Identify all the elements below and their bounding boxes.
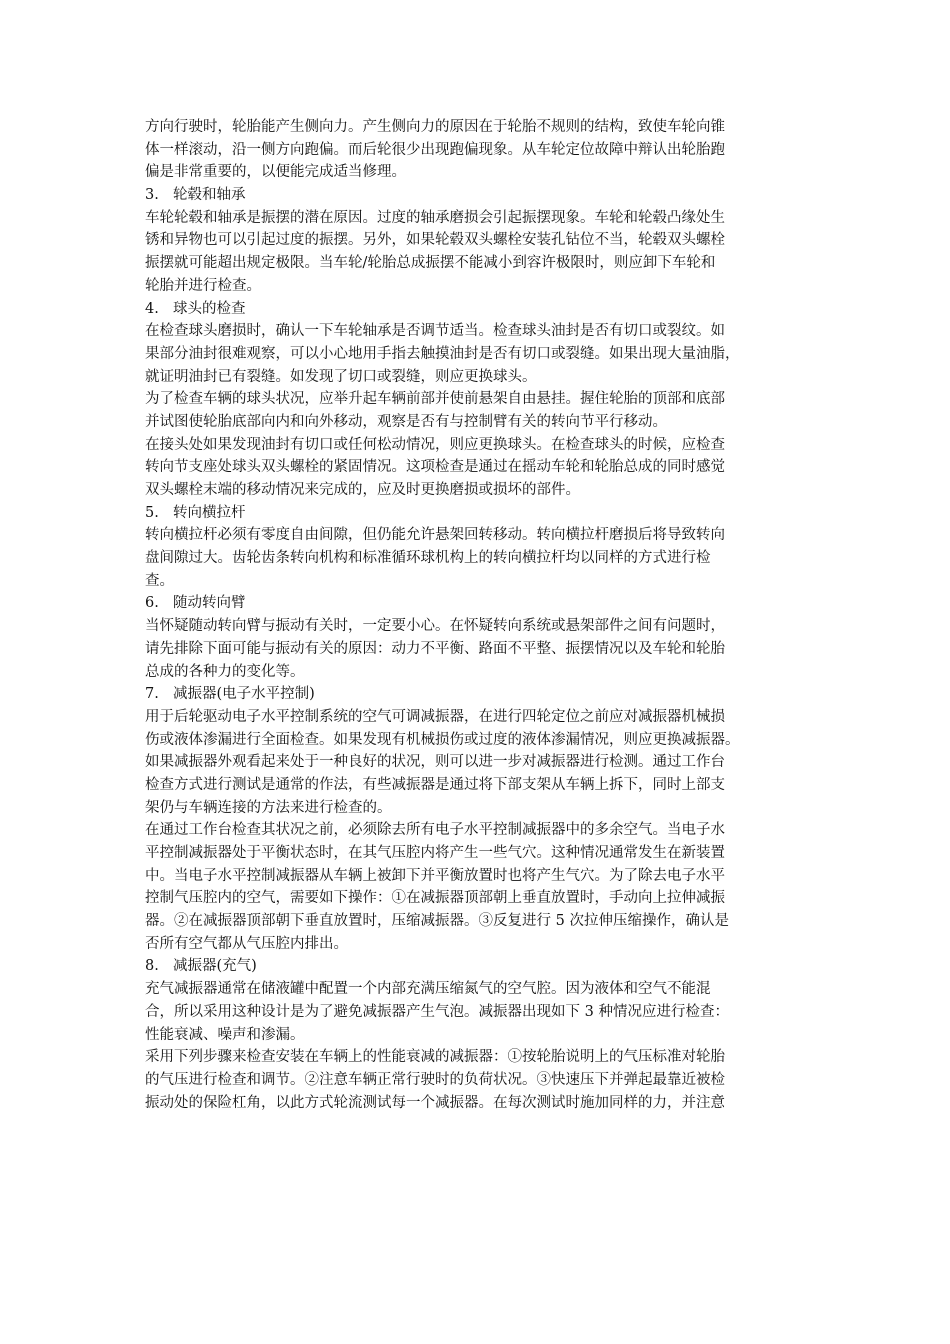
section-number: 8. xyxy=(145,958,159,975)
body-text-line: 器。②在减振器顶部朝下垂直放置时，压缩减振器。③反复进行 5 次拉伸压缩操作，确认是 xyxy=(145,913,729,930)
body-text-line: 方向行驶时，轮胎能产生侧向力。产生侧向力的原因在于轮胎不规则的结构，致使车轮向锥 xyxy=(145,119,725,135)
section-heading xyxy=(145,184,810,207)
section-title: 减振器(电子水平控制) xyxy=(173,686,315,703)
section-heading xyxy=(145,502,810,525)
section-number: 5. xyxy=(145,504,159,521)
body-text-line: 在检查球头磨损时，确认一下车轮轴承是否调节适当。检查球头油封是否有切口或裂纹。如 xyxy=(145,323,725,340)
body-text-line: 合，所以采用这种设计是为了避免减振器产生气泡。减振器出现如下 3 种情况应进行检查： xyxy=(145,1003,729,1020)
body-text-line: 架仍与车辆连接的方法来进行检查的。 xyxy=(145,799,392,816)
body-text-line: 检查方式进行测试是通常的作法，有些减振器是通过将下部支架从车辆上拆下，同时上部支 xyxy=(145,776,725,793)
section-number: 4. xyxy=(145,300,159,317)
section-title: 减振器(充气) xyxy=(173,958,257,975)
document-page xyxy=(145,116,810,1114)
body-text-line: 平控制减振器处于平衡状态时，在其气压腔内将产生一些气穴。这种情况通常发生在新装置 xyxy=(145,845,725,861)
body-text-line: 查。 xyxy=(145,572,174,589)
section-title: 转向横拉杆 xyxy=(173,504,246,521)
body-text-line: 盘间隙过大。齿轮齿条转向机构和标准循环球机构上的转向横拉杆均以同样的方式进行检 xyxy=(145,550,711,567)
body-text-line: 就证明油封已有裂缝。如发现了切口或裂缝，则应更换球头。 xyxy=(145,368,537,385)
body-text-line: 在接头处如果发现油封有切口或任何松动情况，则应更换球头。在检查球头的时候，应检查 xyxy=(145,436,725,453)
section-title: 随动转向臂 xyxy=(173,595,246,612)
body-text-line: 控制气压腔内的空气，需要如下操作：①在减振器顶部朝上垂直放置时，手动向上拉伸减振 xyxy=(145,890,725,907)
section-heading xyxy=(145,592,810,615)
body-text-line: 偏是非常重要的，以便能完成适当修理。 xyxy=(145,164,406,181)
body-text-line: 轮胎并进行检查。 xyxy=(145,277,261,294)
section-heading xyxy=(145,683,810,706)
body-text-line: 伤或液体渗漏进行全面检查。如果发现有机械损伤或过度的液体渗漏情况，则应更换减振器。 xyxy=(145,731,740,748)
body-text-line: 在通过工作台检查其状况之前，必须除去所有电子水平控制减振器中的多余空气。当电子水 xyxy=(145,822,725,839)
section-heading xyxy=(145,298,810,321)
body-text-line: 充气减振器通常在储液罐中配置一个内部充满压缩氮气的空气腔。因为液体和空气不能混 xyxy=(145,981,711,998)
body-text-line: 用于后轮驱动电子水平控制系统的空气可调减振器，在进行四轮定位之前应对减振器机械损 xyxy=(145,708,725,725)
body-text-line: 并试图使轮胎底部向内和向外移动，观察是否有与控制臂有关的转向节平行移动。 xyxy=(145,413,667,430)
body-text-line: 振动处的保险杠角，以此方式轮流测试每一个减振器。在每次测试时施加同样的力，并注意 xyxy=(145,1094,725,1111)
body-text-line: 的气压进行检查和调节。②注意车辆正常行驶时的负荷状况。③快速压下并弹起最靠近被检 xyxy=(145,1071,725,1088)
section-number: 3. xyxy=(145,187,159,204)
body-text-line: 如果减振器外观看起来处于一种良好的状况，则可以进一步对减振器进行检测。通过工作台 xyxy=(145,754,725,771)
body-text-line: 中。当电子水平控制减振器从车辆上被卸下并平衡放置时也将产生气穴。为了除去电子水平 xyxy=(145,867,725,884)
body-text-line: 转向节支座处球头双头螺栓的紧固情况。这项检查是通过在摇动车轮和轮胎总成的同时感觉 xyxy=(145,459,725,476)
body-text-line: 为了检查车辆的球头状况，应举升起车辆前部并使前悬架自由悬挂。握住轮胎的顶部和底部 xyxy=(145,391,725,408)
body-text-line: 双头螺栓末端的移动情况来完成的，应及时更换磨损或损坏的部件。 xyxy=(145,482,580,498)
body-text-line: 当怀疑随动转向臂与振动有关时，一定要小心。在怀疑转向系统或悬架部件之间有问题时， xyxy=(145,618,725,635)
body-text-line: 性能衰减、噪声和渗漏。 xyxy=(145,1026,305,1043)
section-title: 球头的检查 xyxy=(173,300,246,317)
body-text-line: 否所有空气都从气压腔内排出。 xyxy=(145,935,348,952)
body-text-line: 振摆就可能超出规定极限。当车轮/轮胎总成振摆不能减小到容许极限时，则应卸下车轮和 xyxy=(145,255,716,272)
section-number: 7. xyxy=(145,686,159,703)
body-text-line: 锈和异物也可以引起过度的振摆。另外，如果轮毂双头螺栓安装孔钻位不当，轮毂双头螺栓 xyxy=(145,232,725,249)
body-text-line: 转向横拉杆必须有零度自由间隙，但仍能允许悬架回转移动。转向横拉杆磨损后将导致转向 xyxy=(145,527,725,544)
body-text-line: 果部分油封很难观察，可以小心地用手指去触摸油封是否有切口或裂缝。如果出现大量油脂， xyxy=(145,345,740,362)
body-text-line: 请先排除下面可能与振动有关的原因：动力不平衡、路面不平整、振摆情况以及车轮和轮胎 xyxy=(145,640,725,657)
body-text-line: 总成的各种力的变化等。 xyxy=(145,663,305,680)
body-text-line: 车轮轮毂和轴承是振摆的潜在原因。过度的轴承磨损会引起振摆现象。车轮和轮毂凸缘处生 xyxy=(145,209,725,226)
body-text-line: 采用下列步骤来检查安装在车辆上的性能衰减的减振器：①按轮胎说明上的气压标准对轮胎 xyxy=(145,1049,725,1066)
section-heading xyxy=(145,955,810,978)
section-number: 6. xyxy=(145,595,159,612)
section-title: 轮毂和轴承 xyxy=(173,187,246,204)
body-text-line: 体一样滚动，沿一侧方向跑偏。而后轮很少出现跑偏现象。从车轮定位故障中辩认出轮胎跑 xyxy=(145,141,725,158)
